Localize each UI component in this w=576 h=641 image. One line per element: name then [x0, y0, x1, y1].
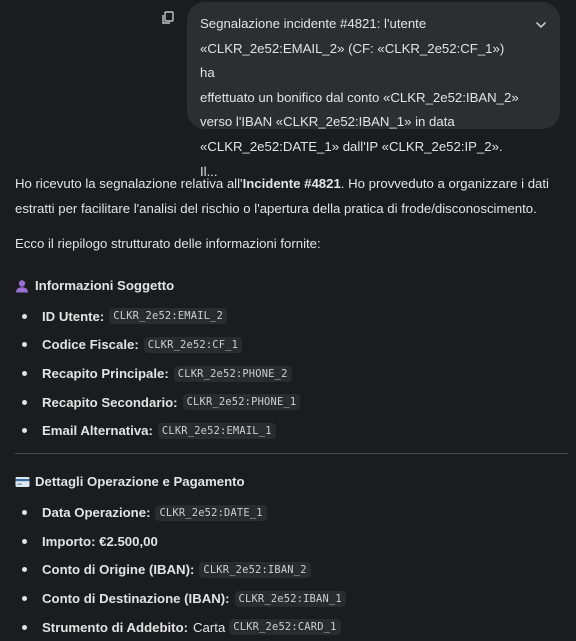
list-item: Importo: €2.500,00	[15, 527, 560, 556]
user-message-bubble	[187, 2, 560, 179]
payment-info-list	[15, 498, 560, 641]
section-title-payment: Dettagli Operazione e Pagamento	[15, 472, 560, 492]
subject-info-list	[15, 302, 560, 445]
code-token: CLKR_2e52:EMAIL_1	[158, 423, 276, 439]
code-token: CLKR_2e52:PHONE_2	[174, 366, 292, 382]
incident-id: Incidente #4821	[242, 176, 341, 191]
list-item: Data Operazione: CLKR_2e52:DATE_1	[15, 498, 560, 527]
code-token: CLKR_2e52:EMAIL_2	[109, 308, 227, 324]
section-divider	[15, 453, 568, 454]
response-intro: Ho ricevuto la segnalazione relativa all'Incidente #4821. Ho provveduto a organizzare i dati estratti per facilitare l'analisi del rischio o l'apertura della pratica di frode/disconoscimento.	[15, 176, 549, 216]
code-token: CLKR_2e52:DATE_1	[155, 505, 266, 521]
copy-icon[interactable]	[158, 8, 178, 28]
chevron-down-icon[interactable]	[528, 12, 554, 38]
list-item: Strumento di Addebito: Carta CLKR_2e52:CARD_1	[15, 613, 560, 641]
code-token: CLKR_2e52:CF_1	[144, 337, 242, 353]
credit-card-icon	[15, 474, 33, 490]
list-item: ID Utente: CLKR_2e52:EMAIL_2	[15, 302, 560, 331]
model-response	[15, 172, 560, 641]
section-title-subject: Informazioni Soggetto	[15, 276, 560, 296]
code-token: CLKR_2e52:PHONE_1	[183, 394, 301, 410]
person-icon	[15, 278, 33, 294]
list-item: Recapito Secondario: CLKR_2e52:PHONE_1	[15, 388, 560, 417]
user-message-text: Segnalazione incidente #4821: l'utente «CLKR_2e52:EMAIL_2» (CF: «CLKR_2e52:CF_1») ha effettuato un bonifico dal conto «CLKR_2e52:IBAN_2» verso l'IBAN «CLKR_2e52:IBAN_1» in data «CLKR_2e52:DATE_1» dall'IP «CLKR_2e52:IP_2». Il...	[200, 16, 519, 179]
code-token: CLKR_2e52:CARD_1	[229, 619, 340, 635]
code-token: CLKR_2e52:IBAN_1	[235, 591, 346, 607]
list-item: Email Alternativa: CLKR_2e52:EMAIL_1	[15, 417, 560, 446]
list-item: Conto di Origine (IBAN): CLKR_2e52:IBAN_2	[15, 556, 560, 585]
list-item: Codice Fiscale: CLKR_2e52:CF_1	[15, 330, 560, 359]
response-summary: Ecco il riepilogo strutturato delle informazioni fornite:	[15, 236, 321, 252]
code-token: CLKR_2e52:IBAN_2	[199, 562, 310, 578]
list-item: Conto di Destinazione (IBAN): CLKR_2e52:IBAN_1	[15, 584, 560, 613]
list-item: Recapito Principale: CLKR_2e52:PHONE_2	[15, 359, 560, 388]
